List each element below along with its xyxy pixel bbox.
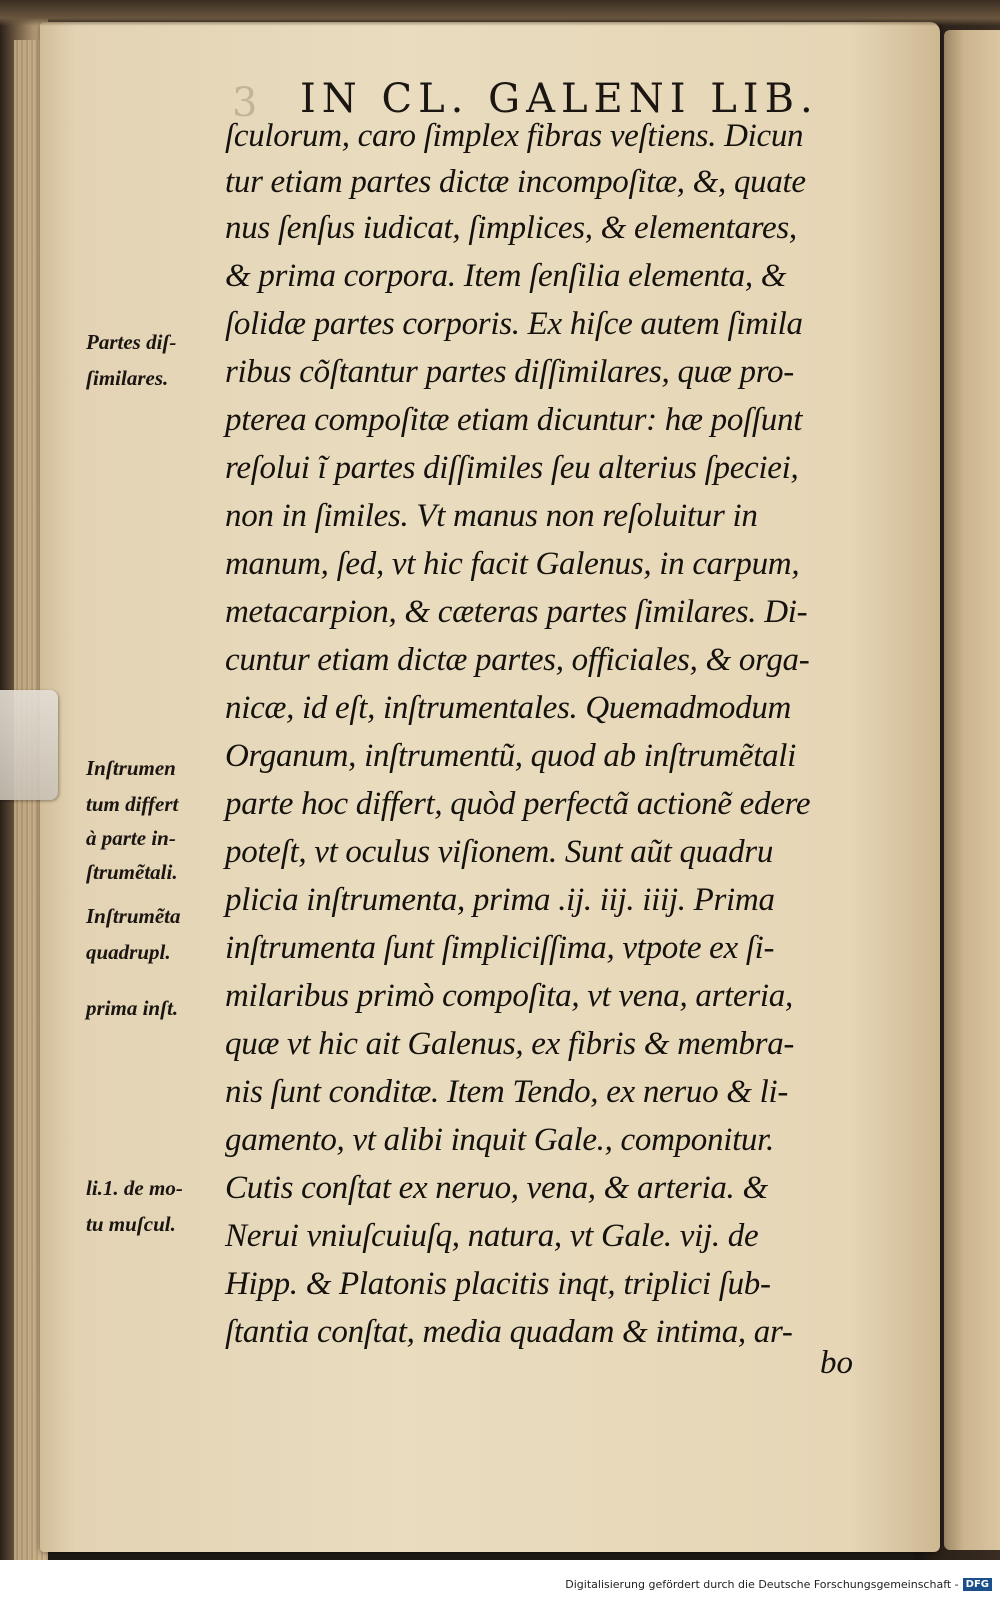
ghost-page-number: 3 <box>232 80 258 126</box>
top-shadow <box>0 0 1000 26</box>
text-line: quæ vt hic ait Galenus, ex fibris & membra- <box>225 1026 795 1062</box>
text-line: inſtrumenta ſunt ſimpliciſſima, vtpote ex ſi- <box>225 930 775 966</box>
text-line: Organum, inſtrumentũ, quod ab inſtrumẽtali <box>225 738 797 774</box>
text-line: ſculorum, caro ſimplex fibras veſtiens. Dicun <box>225 118 804 154</box>
marginal-note: tu muſcul. <box>86 1212 176 1236</box>
text-line: ribus cõſtantur partes diſſimilares, quæ pro- <box>225 354 794 390</box>
text-line: Cutis conſtat ex neruo, vena, & arteria. & <box>225 1170 768 1206</box>
text-line: non in ſimiles. Vt manus non reſoluitur in <box>225 498 758 534</box>
marginal-note: prima inſt. <box>86 996 179 1020</box>
text-line: milaribus primò compoſita, vt vena, arteria, <box>225 978 793 1014</box>
footer-credit: Digitalisierung gefördert durch die Deutsche Forschungsgemeinschaft - <box>565 1578 959 1591</box>
running-head: IN CL. GALENI LIB. <box>300 76 819 122</box>
text-line: pterea compoſitæ etiam dicuntur: hæ poſſunt <box>225 402 803 438</box>
page-tab-marker <box>0 690 58 800</box>
text-line: manum, ſed, vt hic facit Galenus, in carpum, <box>225 546 800 582</box>
text-line: cuntur etiam dictæ partes, officiales, & orga- <box>225 642 810 678</box>
text-line: plicia inſtrumenta, prima .ij. iij. iiij. Prima <box>225 882 775 918</box>
dfg-logo-icon: DFG <box>963 1578 992 1591</box>
text-line: ſtantia conſtat, media quadam & intima, ar- <box>225 1314 793 1350</box>
facing-page-edge <box>944 30 1000 1550</box>
text-line: metacarpion, & cæteras partes ſimilares. Di- <box>225 594 808 630</box>
text-line: nis ſunt conditæ. Item Tendo, ex neruo & li- <box>225 1074 789 1110</box>
text-line: reſolui ĩ partes diſſimiles ſeu alterius ſpeciei, <box>225 450 799 486</box>
marginal-note: à parte in- <box>86 826 176 850</box>
footer <box>565 1578 992 1591</box>
text-line: Nerui vniuſcuiuſq, natura, vt Gale. vij. de <box>225 1218 759 1254</box>
marginal-note: quadrupl. <box>86 940 171 964</box>
text-line: & prima corpora. Item ſenſilia elementa, & <box>225 258 787 294</box>
text-line: parte hoc differt, quòd perfectã actionẽ edere <box>225 786 811 822</box>
text-line: gamento, vt alibi inquit Gale., componitur. <box>225 1122 774 1158</box>
marginal-note: Partes diſ- <box>86 330 177 354</box>
text-line: tur etiam partes dictæ incompoſitæ, &, quate <box>225 164 806 200</box>
text-line: nus ſenſus iudicat, ſimplices, & elementares, <box>225 210 797 246</box>
marginal-note: ſimilares. <box>86 366 169 390</box>
marginal-note: Inſtrumen <box>86 756 176 780</box>
text-line: poteſt, vt oculus viſionem. Sunt aũt quadru <box>225 834 774 870</box>
marginal-note: Inſtrumẽta <box>86 904 181 928</box>
text-line: Hipp. & Platonis placitis inqt, triplici ſub- <box>225 1266 771 1302</box>
text-line: nicæ, id eſt, inſtrumentales. Quemadmodum <box>225 690 792 726</box>
catchword: bo <box>820 1345 853 1381</box>
marginal-note: tum differt <box>86 792 179 816</box>
marginal-note: li.1. de mo- <box>86 1176 183 1200</box>
text-line: ſolidæ partes corporis. Ex hiſce autem ſimila <box>225 306 803 342</box>
marginal-note: ſtrumẽtali. <box>86 860 178 884</box>
